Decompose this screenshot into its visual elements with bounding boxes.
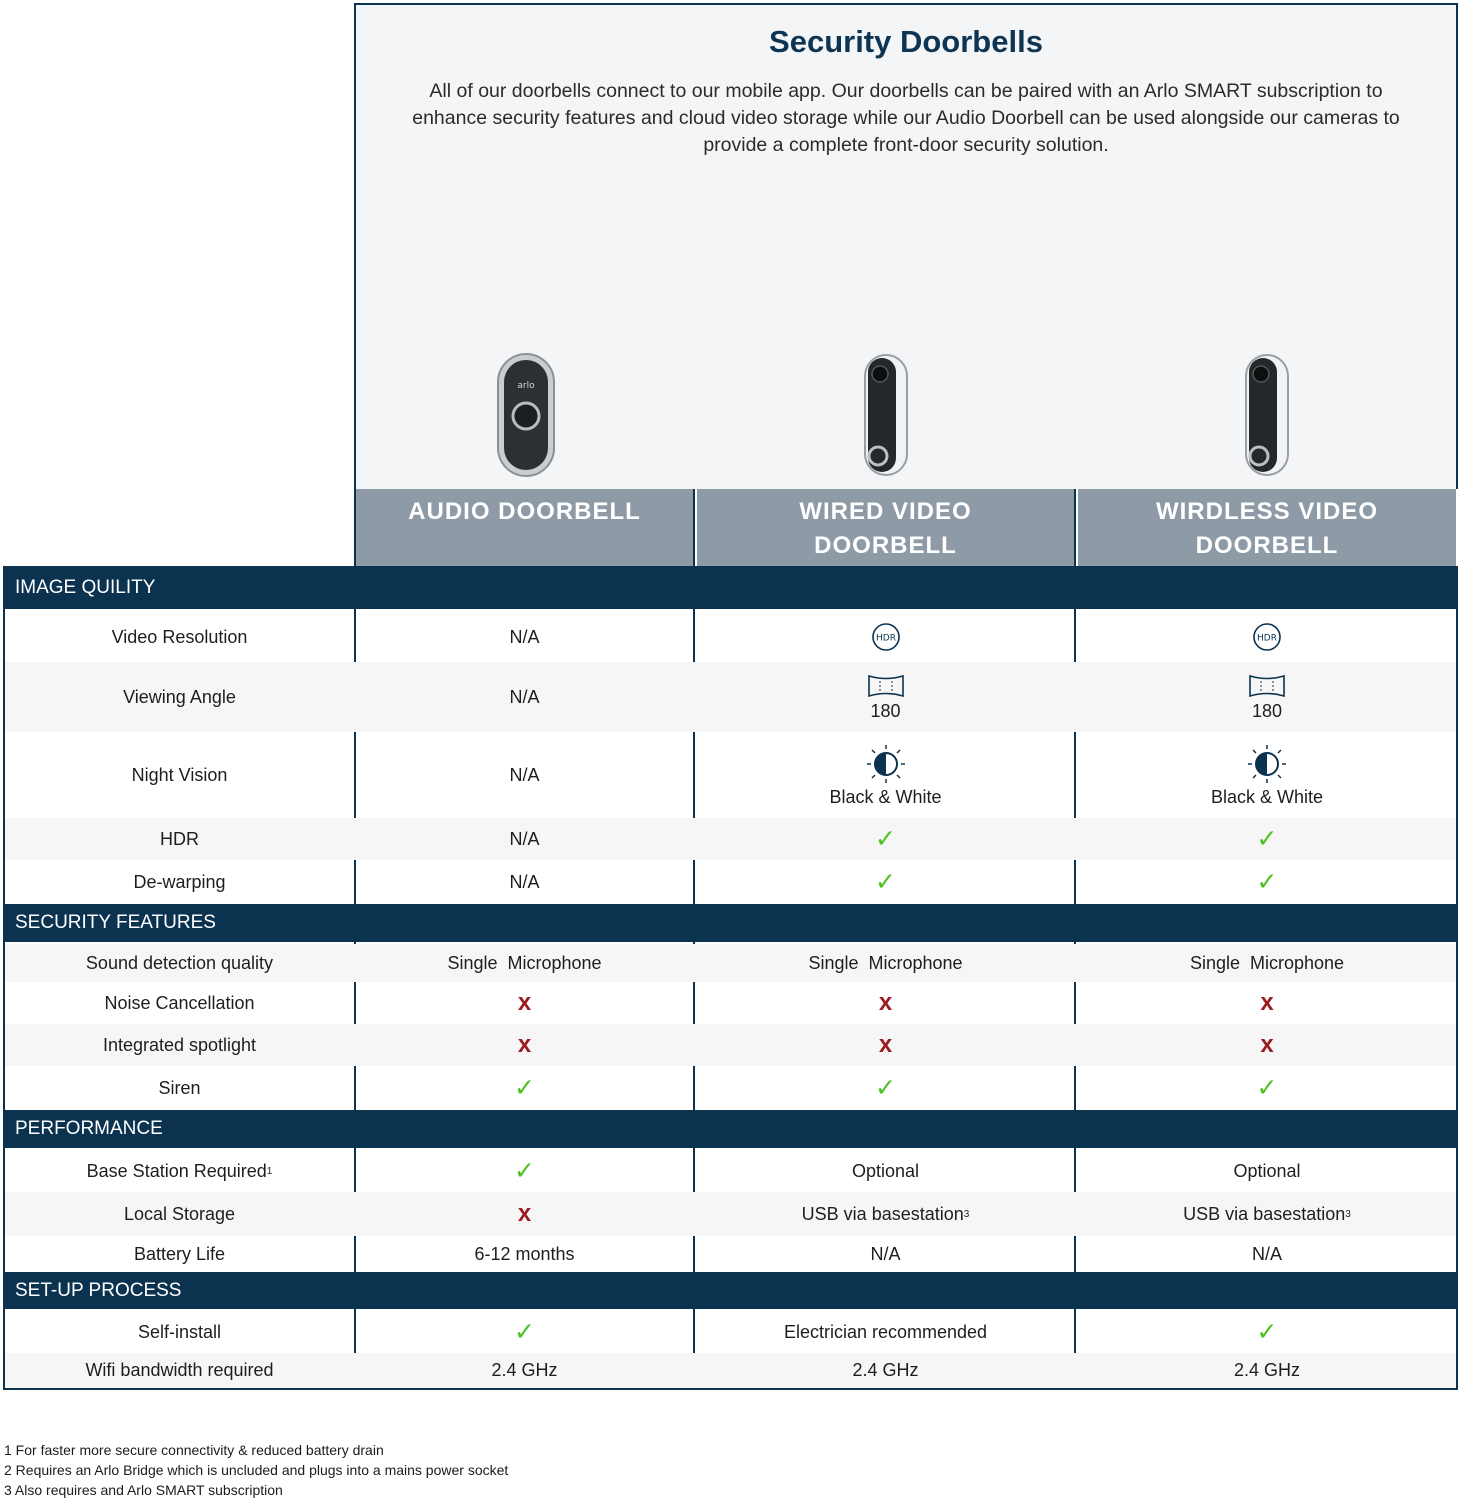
row-label: Integrated spotlight xyxy=(102,1034,257,1055)
cell-wired xyxy=(697,612,1074,662)
footnotes xyxy=(4,1440,508,1500)
cell-wireless xyxy=(1078,1024,1456,1066)
audio-doorbell-image xyxy=(494,352,558,478)
local-storage-value: USB via basestation xyxy=(1183,1203,1346,1224)
cell-audio xyxy=(356,1150,693,1192)
footnote-marker: 3 xyxy=(963,1208,970,1220)
cell-audio xyxy=(356,1311,693,1353)
cell-audio: 6-12 months xyxy=(474,1243,575,1264)
table-row-hdr xyxy=(5,818,1456,860)
check-icon: ✓ xyxy=(875,824,896,853)
cell-wireless: N/A xyxy=(1251,1243,1282,1264)
cell-wired xyxy=(697,1024,1074,1066)
hdr-icon xyxy=(1252,622,1282,652)
check-icon: ✓ xyxy=(1256,867,1278,896)
cell-wireless xyxy=(1078,732,1456,818)
check-icon: ✓ xyxy=(875,867,896,896)
row-label-text: Base Station Required xyxy=(86,1160,267,1181)
cell-wired xyxy=(697,818,1074,860)
night-vision-value: Black & White xyxy=(829,786,942,807)
table-row-sound-detection xyxy=(5,944,1456,982)
check-icon: ✓ xyxy=(514,1317,535,1346)
page-title: Security Doorbells xyxy=(769,24,1043,59)
product-header-wireless-video-doorbell xyxy=(1078,489,1456,566)
cell-wired: Optional xyxy=(851,1160,920,1181)
cell-wireless xyxy=(1078,612,1456,662)
night-vision-icon xyxy=(865,743,907,785)
table-row-wifi-bandwidth xyxy=(5,1353,1456,1388)
cell-audio xyxy=(356,982,693,1024)
table-row-siren xyxy=(5,1066,1456,1110)
cell-wireless xyxy=(1078,818,1456,860)
check-icon: ✓ xyxy=(1256,1317,1278,1346)
local-storage-value: USB via basestation xyxy=(801,1203,964,1224)
row-label: De-warping xyxy=(133,871,226,892)
cross-icon: x xyxy=(1260,1031,1274,1058)
wide-angle-icon xyxy=(866,673,906,699)
cell-wireless xyxy=(1078,982,1456,1024)
cell-audio: N/A xyxy=(509,686,540,707)
footnote-marker: 1 xyxy=(266,1165,273,1177)
cell-wired xyxy=(697,1066,1074,1110)
cell-audio: Single Microphone xyxy=(447,952,602,973)
row-label: Local Storage xyxy=(123,1203,236,1224)
row-label xyxy=(5,1150,354,1192)
row-label: HDR xyxy=(160,828,199,849)
table-row-viewing-angle xyxy=(5,662,1456,732)
cell-wired: Electrician recommended xyxy=(783,1321,988,1342)
footnote-1: 1 For faster more secure connectivity & reduced battery drain xyxy=(4,1442,384,1458)
viewing-angle-value: 180 xyxy=(1251,700,1283,721)
check-icon: ✓ xyxy=(875,1073,896,1102)
product-header-audio-doorbell xyxy=(356,489,693,566)
cell-wired: N/A xyxy=(870,1243,901,1264)
cell-wired: 2.4 GHz xyxy=(852,1360,919,1380)
row-label: Noise Cancellation xyxy=(104,992,255,1013)
cross-icon: x xyxy=(1260,989,1274,1016)
footnote-2: 2 Requires an Arlo Bridge which is uncluded and plugs into a mains power socket xyxy=(4,1462,509,1478)
row-label: Video Resolution xyxy=(111,626,248,647)
row-label: Wifi bandwidth required xyxy=(85,1360,274,1380)
cell-wired xyxy=(697,732,1074,818)
cell-wired: Single Microphone xyxy=(808,952,963,973)
table-row-dewarping xyxy=(5,860,1456,904)
row-label: Viewing Angle xyxy=(123,686,236,707)
row-label: Self-install xyxy=(137,1321,222,1342)
cell-wired xyxy=(697,1192,1074,1236)
doorbell-logo-text: arlo xyxy=(517,381,535,391)
wired-video-doorbell-image xyxy=(862,352,910,478)
table-row-battery-life xyxy=(5,1236,1456,1272)
table-row-noise-cancellation xyxy=(5,982,1456,1024)
table-row-base-station xyxy=(5,1150,1456,1192)
check-icon: ✓ xyxy=(514,1073,535,1102)
product-header-wired-video-doorbell xyxy=(697,489,1074,566)
check-icon: ✓ xyxy=(514,1156,535,1185)
hdr-icon xyxy=(871,622,901,652)
product-name-line2: DOORBELL xyxy=(814,532,957,559)
cross-icon: x xyxy=(517,989,532,1016)
cross-icon: x xyxy=(517,1031,532,1058)
section-header-security-features xyxy=(3,904,1458,942)
product-name: AUDIO DOORBELL xyxy=(408,498,641,525)
cell-wired xyxy=(697,662,1074,732)
table-row-local-storage xyxy=(5,1192,1456,1236)
wide-angle-icon xyxy=(1247,673,1287,699)
cell-audio xyxy=(356,1192,693,1236)
row-label: Night Vision xyxy=(131,764,228,785)
night-vision-value: Black & White xyxy=(1210,786,1324,807)
cell-wireless xyxy=(1078,1192,1456,1236)
cell-wireless: Optional xyxy=(1233,1160,1301,1181)
svg-text:HDR: HDR xyxy=(1257,633,1277,644)
cell-wireless xyxy=(1078,662,1456,732)
cell-wireless: 2.4 GHz xyxy=(1233,1360,1301,1380)
row-label: Battery Life xyxy=(133,1243,226,1264)
cell-wired xyxy=(697,982,1074,1024)
intro-text: All of our doorbells connect to our mobile app. Our doorbells can be paired with an Arlo SMART subscription to enhance security features and cloud video storage while our Audio Doorbell can be used alongside our cameras to provide a complete front-door security solution. xyxy=(412,80,1400,156)
cell-audio xyxy=(356,1024,693,1066)
table-row-night-vision xyxy=(5,732,1456,818)
section-header-image-quality xyxy=(3,566,1458,609)
table-row-self-install xyxy=(5,1311,1456,1353)
row-label: Sound detection quality xyxy=(85,952,274,973)
cell-wired xyxy=(697,860,1074,904)
check-icon: ✓ xyxy=(1256,1073,1278,1102)
cell-audio xyxy=(356,1066,693,1110)
table-row-integrated-spotlight xyxy=(5,1024,1456,1066)
cross-icon: x xyxy=(878,1031,893,1058)
footnote-marker: 3 xyxy=(1345,1208,1351,1220)
cell-audio: 2.4 GHz xyxy=(491,1360,558,1380)
wireless-video-doorbell-image xyxy=(1243,352,1291,478)
section-title: SECURITY FEATURES xyxy=(15,912,216,933)
table-row-video-resolution xyxy=(5,612,1456,662)
section-title: PERFORMANCE xyxy=(15,1118,163,1139)
section-header-setup-process xyxy=(3,1272,1458,1309)
row-label: Siren xyxy=(158,1077,201,1098)
product-name-line1: WIRED VIDEO xyxy=(799,498,972,525)
product-name-line2: DOORBELL xyxy=(1195,532,1339,559)
cell-wireless xyxy=(1078,860,1456,904)
cell-audio: N/A xyxy=(509,828,540,849)
viewing-angle-value: 180 xyxy=(870,700,901,721)
footnote-3: 3 Also requires and Arlo SMART subscription xyxy=(4,1482,283,1498)
product-name-line1: WIRDLESS VIDEO xyxy=(1155,498,1379,525)
section-title: SET-UP PROCESS xyxy=(15,1280,182,1301)
svg-text:HDR: HDR xyxy=(875,633,896,644)
section-header-performance xyxy=(3,1110,1458,1148)
cross-icon: x xyxy=(517,1200,532,1227)
cross-icon: x xyxy=(878,989,893,1016)
cell-wireless: Single Microphone xyxy=(1189,952,1345,973)
cell-wireless xyxy=(1078,1311,1456,1353)
cell-audio: N/A xyxy=(509,764,540,785)
cell-wireless xyxy=(1078,1066,1456,1110)
check-icon: ✓ xyxy=(1256,824,1278,853)
section-title: IMAGE QUILITY xyxy=(15,577,156,598)
cell-audio: N/A xyxy=(509,871,540,892)
night-vision-icon xyxy=(1246,743,1288,785)
cell-audio: N/A xyxy=(509,626,540,647)
